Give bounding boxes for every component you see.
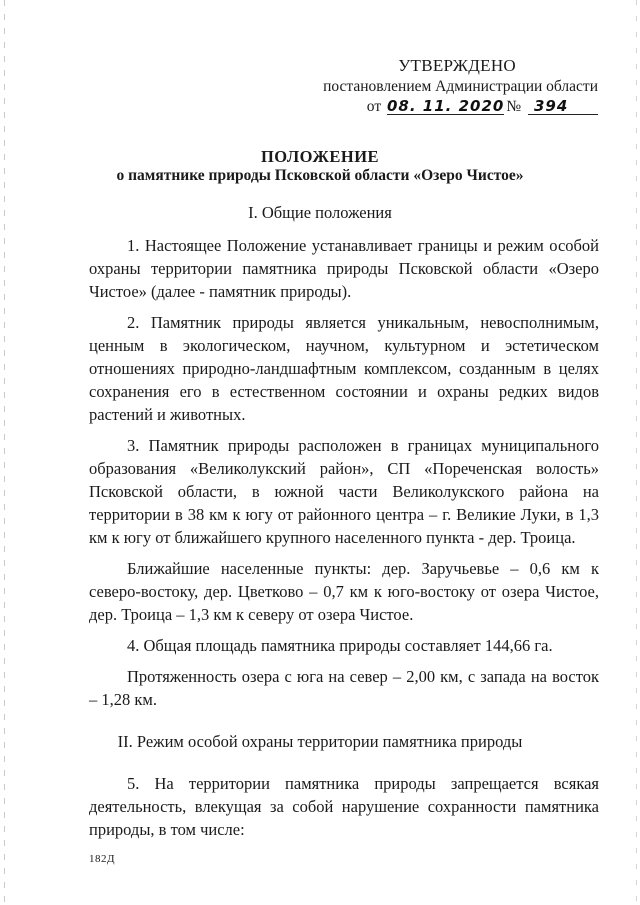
paragraph-4: 4. Общая площадь памятника природы составляет 144,66 га. [127,636,553,655]
scan-edge-right [636,0,637,905]
section-heading-general: I. Общие положения [248,203,392,222]
approval-word: УТВЕРЖДЕНО [398,56,516,75]
date-prefix: от [366,98,382,115]
scan-edge-left [4,0,5,905]
section-protection-body [89,772,599,849]
document-subtitle: о памятнике природы Псковской области «Озеро Чистое» [116,167,524,184]
paragraph-nearby-settlements: Ближайшие населенные пункты: дер. Заручьевье – 0,6 км к северо-востоку, дер. Цветково – 0,7 км к юго-востоку от озера Чистое, дер. Троица – 1,3 км к северу от озера Чистое. [89,559,599,624]
paragraph-3: 3. Памятник природы расположен в границах муниципального образования «Великолукский район», СП «Пореченская волость» Псковской области, в южной части Великолукского района на территории в 38 км к югу от районного центра – г. Великие Луки, в 1,3 км к югу от ближайшего крупного населенного пункта - дер. Троица. [89,436,599,547]
paragraph-5: 5. На территории памятника природы запрещается всякая деятельность, влекущая за собой нарушение сохранности памятника природы, в том числе: [89,774,599,839]
paragraph-1: 1. Настоящее Положение устанавливает границы и режим особой охраны территории памятника природы Псковской области «Озеро Чистое» (далее - памятник природы). [89,236,599,301]
approval-block [298,56,598,116]
handwritten-number: 394 [528,99,598,115]
page-code: 182Д [89,853,116,865]
handwritten-date: 08. 11. 2020 [386,97,505,115]
approval-authority: постановлением Администрации области [323,78,598,95]
approval-date-line [298,97,598,116]
section-heading-protection-regime: II. Режим особой охраны территории памятника природы [117,732,523,751]
document-title: ПОЛОЖЕНИЕ [260,147,380,166]
number-sign: № [506,98,522,115]
section-general-body [89,234,599,719]
paragraph-lake-extent: Протяженность озера с юга на север – 2,00 км, с запада на восток – 1,28 км. [89,667,599,709]
paragraph-2: 2. Памятник природы является уникальным, невосполнимым, ценным в экологическом, научном, культурном и эстетическом отношениях природно-ландшафтным комплексом, созданным в целях сохранения его в естественном состоянии и охраны редких видов растений и животных. [89,313,599,424]
